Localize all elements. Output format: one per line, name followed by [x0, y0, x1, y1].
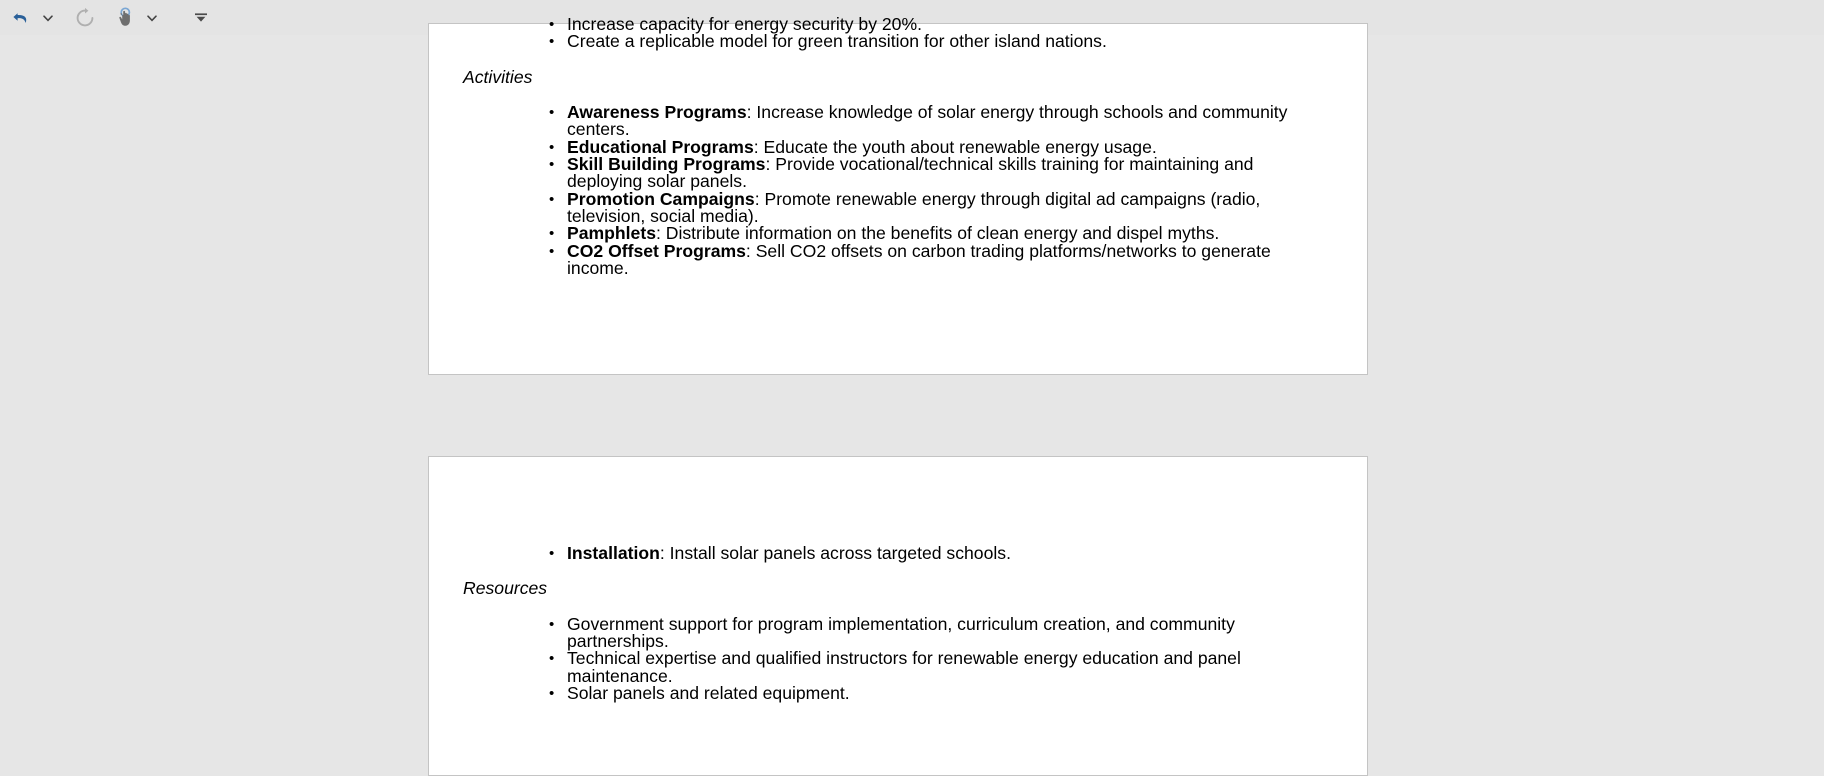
redo-button[interactable]: [70, 5, 100, 31]
list-item-text: Technical expertise and qualified instructors for renewable energy education and panel maintenance.: [567, 648, 1241, 686]
list-item-label: Installation: [567, 543, 660, 563]
redo-icon: [73, 6, 97, 30]
list-item-text: : Educate the youth about renewable energy usage.: [753, 136, 1157, 157]
document-page-1: [428, 14, 1368, 375]
list-item: [519, 650, 1297, 685]
list-item-text: : Install solar panels across targeted schools.: [659, 543, 1011, 563]
section-heading-resources: Resources: [463, 578, 548, 599]
undo-icon: [9, 6, 33, 30]
list-item-text: : Increase knowledge of solar energy through schools and community centers.: [567, 102, 1288, 140]
list-item-text: : Distribute information on the benefits of clean energy and dispel myths.: [655, 223, 1220, 244]
list-item: [519, 188, 1297, 226]
list-item-text: Create a replicable model for green transition for other island nations.: [567, 31, 1107, 52]
installation-list: [519, 545, 1297, 562]
overflow-button[interactable]: [186, 5, 216, 31]
list-item-label: Promotion Campaigns: [567, 188, 755, 209]
list-item: [519, 685, 1297, 702]
undo-button[interactable]: [6, 5, 36, 31]
objectives-list: [519, 16, 1297, 51]
list-item-label: Educational Programs: [567, 136, 754, 157]
document-canvas[interactable]: [0, 14, 1824, 730]
document-page-2: [428, 456, 1368, 776]
page-2-body: [429, 545, 1369, 702]
activities-list: [519, 104, 1297, 277]
list-item-label: Awareness Programs: [567, 102, 747, 123]
list-item-label: Pamphlets: [567, 223, 656, 244]
list-item-label: CO2 Offset Programs: [567, 240, 746, 261]
chevron-down-icon: [143, 6, 161, 30]
list-item: [519, 613, 1297, 652]
block-spacer: [519, 562, 1297, 579]
overflow-icon: [189, 6, 213, 30]
list-item: [519, 33, 1297, 50]
undo-dropdown-button[interactable]: [36, 5, 60, 31]
list-item-text: Government support for program implementation, curriculum creation, and community partnerships.: [567, 613, 1235, 652]
list-item-text: : Promote renewable energy through digital ad campaigns (radio, television, social media).: [567, 188, 1261, 226]
list-item: [519, 545, 1297, 562]
list-item: [519, 240, 1297, 278]
list-item-text: Increase capacity for energy security by 20%.: [567, 14, 922, 34]
list-item-label: Skill Building Programs: [567, 154, 766, 175]
chevron-down-icon: [39, 6, 57, 30]
page-1-body: [429, 16, 1369, 277]
block-spacer: [519, 51, 1297, 68]
list-item: [519, 104, 1297, 139]
list-item-text: Solar panels and related equipment.: [567, 683, 850, 704]
select-tool-dropdown-button[interactable]: [140, 5, 164, 31]
list-item-text: : Sell CO2 offsets on carbon trading platforms/networks to generate income.: [567, 240, 1271, 278]
select-tool-icon: [113, 6, 137, 30]
list-item-text: : Provide vocational/technical skills training for maintaining and deploying solar panels.: [567, 154, 1254, 192]
list-item: [519, 156, 1297, 191]
section-heading-activities: Activities: [463, 66, 533, 87]
select-tool-button[interactable]: [110, 5, 140, 31]
resources-list: [519, 613, 1297, 704]
